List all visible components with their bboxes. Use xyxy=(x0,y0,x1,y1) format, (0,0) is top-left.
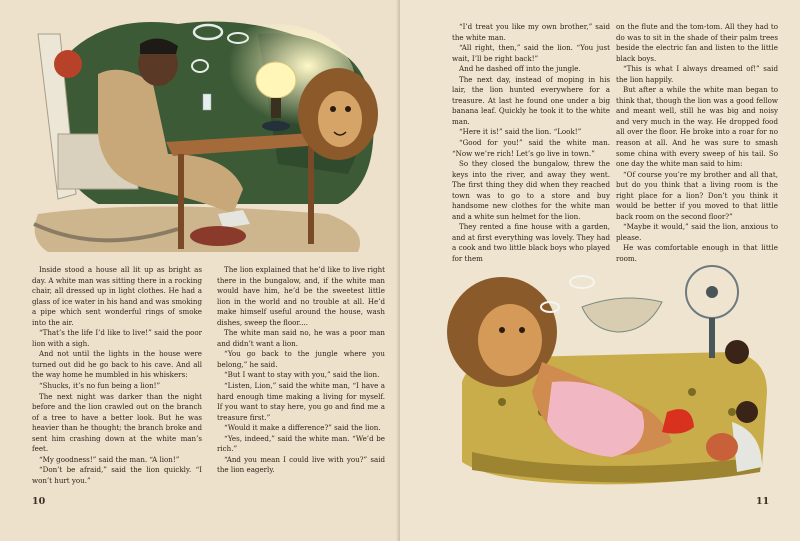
left-page-column-2 xyxy=(217,265,385,476)
paragraph: They rented a fine house with a garden, and at first everything was lovely. They had a cook and two little black boys who played for them xyxy=(452,222,610,264)
paragraph: “Would it make a difference?” said the lion. xyxy=(224,423,381,433)
paragraph: Inside stood a house all lit up as bright as day. A white man was sitting there in a rocking chair, all dressed up in light clothes. He had a glass of ice water in his hand and was smoking a pipe which sent wonderful rings of smoke into the air. xyxy=(32,265,202,327)
right-page-column-1 xyxy=(452,22,610,265)
illustration-man-and-lion-art xyxy=(28,14,390,259)
right-page xyxy=(400,0,800,541)
paragraph: And not until the lights in the house were turned out did he go back to his cave. And all the way home he mumbled in his whiskers: xyxy=(32,349,202,380)
illustration-lion-on-sofa-art xyxy=(432,262,782,496)
paragraph: “All right, then,” said the lion. “You just wait, I’ll be right back!” xyxy=(452,43,610,63)
paragraph: “And you mean I could live with you?” said the lion eagerly. xyxy=(217,454,385,475)
right-page-column-2 xyxy=(616,22,778,265)
paragraph: “Here it is!” said the lion. “Look!” xyxy=(459,127,582,137)
paragraph: The next day, instead of moping in his lair, the lion hunted everywhere for a treasure. At last he found one under a big banana leaf. Quickly he took it to the white man. xyxy=(452,74,610,126)
paragraph: “You go back to the jungle where you belong,” he said. xyxy=(217,349,385,369)
paragraph: on the flute and the tom-tom. All they had to do was to sit in the shade of their palm trees beside the electric fan and listen to the little black boys. xyxy=(616,22,778,63)
paragraph: “Yes, indeed,” said the white man. “We’d be rich.” xyxy=(217,433,385,454)
paragraph: The white man said no, he was a poor man and didn’t want a lion. xyxy=(217,328,385,348)
paragraph: “But I want to stay with you,” said the lion. xyxy=(224,370,380,380)
paragraph: “Maybe it would,” said the lion, anxious to please. xyxy=(616,222,778,242)
paragraph: But after a while the white man began to think that, though the lion was a good fellow and meant well, still he was big and noisy and very much in the way. He dropped food all over the floor. He broke into a roar for no reason at all. And he was sure to smash some china with every sweep of his tail. So one day the white man said to him: xyxy=(616,85,778,169)
paragraph: “Don’t be afraid,” said the lion quickly. “I won’t hurt you.” xyxy=(32,465,202,485)
paragraph: “Good for you!” said the white man. “Now we’re rich! Let’s go live in town.” xyxy=(452,138,610,158)
paragraph: “Of course you’re my brother and all that, but do you think that a living room is the right place for a lion? Don’t you think it would be better if you moved to that little back room on the second floor?” xyxy=(616,169,778,221)
illustration-man-and-lion xyxy=(28,14,390,259)
paragraph: And he dashed off into the jungle. xyxy=(459,64,581,74)
page-number-left: 10 xyxy=(32,496,46,507)
paragraph: So they closed the bungalow, threw the keys into the river, and away they went. The first thing they did when they reached town was to go to a store and buy handsome new clothes for the white man and a white sun helmet for the lion. xyxy=(452,159,610,221)
paragraph: “That’s the life I’d like to live!” said the poor lion with a sigh. xyxy=(32,328,202,348)
paragraph: The next night was darker than the night before and the lion crawled out on the branch of a tree to have a better look. But he was heavier than he thought; the branch broke and sent him crashing down at the white man’s feet. xyxy=(32,391,202,454)
paragraph: “This is what I always dreamed of!” said the lion happily. xyxy=(616,64,778,84)
paragraph: The lion explained that he’d like to live right there in the bungalow, and, if the white man would have him, he’d be the sweetest little lion in the world and no trouble at all. He’d make himself useful around the house, wash dishes, sweep the floor.... xyxy=(217,265,385,327)
paragraph: “Listen, Lion,” said the white man, “I have a hard enough time making a living for myself. If you want to stay here, you go and find me a treasure first.” xyxy=(217,381,385,422)
paragraph: “My goodness!” said the man. “A lion!” xyxy=(39,454,180,464)
paragraph: “I’d treat you like my own brother,” said the white man. xyxy=(452,22,610,42)
page-number-right: 11 xyxy=(756,496,770,507)
paragraph: He was comfortable enough in that little room. xyxy=(616,243,778,264)
left-page-column-1 xyxy=(32,265,202,486)
paragraph: “Shucks, it’s no fun being a lion!” xyxy=(39,381,161,391)
illustration-lion-on-sofa xyxy=(432,262,782,496)
